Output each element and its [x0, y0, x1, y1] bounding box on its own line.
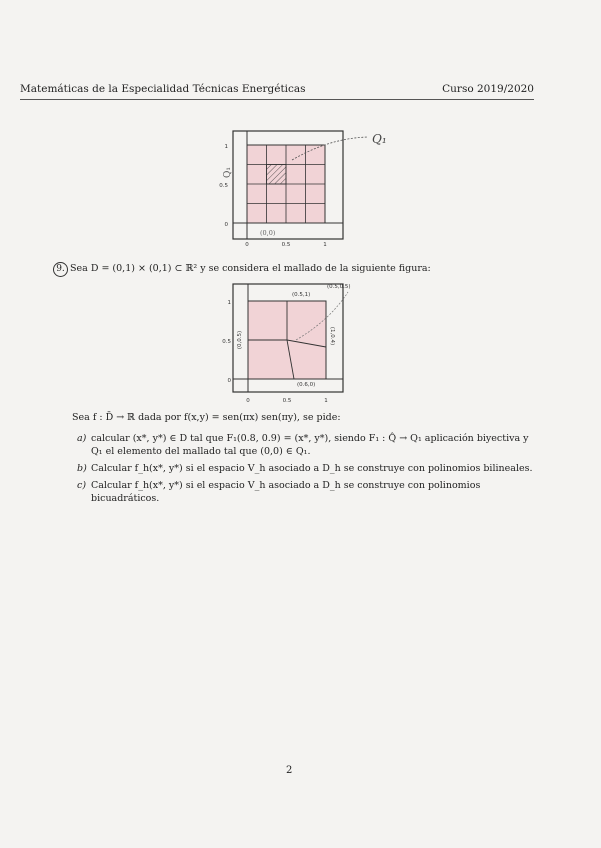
mesh-edges: [248, 301, 326, 379]
academic-year: Curso 2019/2020: [442, 83, 534, 95]
item-text: Calcular f_h(x*, y*) si el espacio V_h asociado a D_h se construye con polinomios bicuadráticos.: [91, 480, 481, 504]
function-definition: Sea f : D̄ → ℝ dada por f(x,y) = sen(πx) sen(πy), se pide:: [72, 412, 341, 423]
ytick-label: 1: [224, 144, 228, 150]
point-label: (0.5,0.5): [327, 284, 351, 290]
plot-frame: [233, 131, 343, 239]
ytick-label: 0: [227, 378, 231, 384]
ytick-label: 1: [227, 300, 231, 306]
item-mark: b): [77, 463, 87, 474]
question-item-c: [77, 479, 539, 505]
question-item-a: [77, 432, 539, 458]
xtick-label: 1: [324, 398, 328, 404]
xtick-label: 0: [245, 242, 249, 248]
xtick-label: 1: [323, 242, 327, 248]
question-item-b: [77, 462, 539, 475]
item-mark: a): [77, 433, 87, 444]
problem-number: 9.: [53, 262, 68, 277]
handwritten-note: Q₁: [223, 167, 233, 178]
ytick-label: 0: [224, 222, 228, 228]
point-label: (0,0.5): [237, 330, 243, 350]
xtick-label: 0.5: [282, 398, 292, 404]
xtick-label: 0.5: [281, 242, 291, 248]
ytick-label: 0.5: [219, 183, 228, 189]
xtick-label: 0: [246, 398, 250, 404]
item-text: Calcular f_h(x*, y*) si el espacio V_h asociado a D_h se construye con polinomios bilineales.: [91, 463, 533, 474]
ytick-label: 0.5: [222, 339, 231, 345]
plot-frame: [233, 284, 343, 392]
point-label: (0.6,0): [297, 382, 316, 388]
item-text: calcular (x*, y*) ∈ D tal que F₁(0.8, 0.9) = (x*, y*), siendo F₁ : Q̂ → Q₁ aplicación biyectiva y Q₁ el elemento del mallado tal que (0,0) ∈ Q₁.: [91, 433, 529, 457]
point-label: (1,0.4): [329, 326, 335, 346]
question-list: [77, 432, 539, 509]
point-label: (0.5,1): [292, 292, 311, 298]
page-header: [20, 83, 534, 100]
handwritten-note: (0,0): [260, 229, 276, 237]
mesh-domain: [248, 301, 326, 379]
hatched-element: [267, 165, 287, 185]
page-number: 2: [286, 765, 293, 776]
problem-statement: [53, 262, 543, 277]
item-mark: c): [77, 480, 87, 491]
mesh-domain: [247, 145, 325, 223]
pointer-curve: [296, 292, 348, 340]
problem-text: Sea D = (0,1) × (0,1) ⊂ ℝ² y se considera el mallado de la siguiente figura:: [70, 263, 431, 274]
q1-annotation: Q₁: [372, 132, 387, 146]
mesh-lines: [247, 145, 325, 223]
q1-pointer-curve: [292, 137, 368, 160]
course-title: Matemáticas de la Especialidad Técnicas Energéticas: [20, 83, 306, 95]
